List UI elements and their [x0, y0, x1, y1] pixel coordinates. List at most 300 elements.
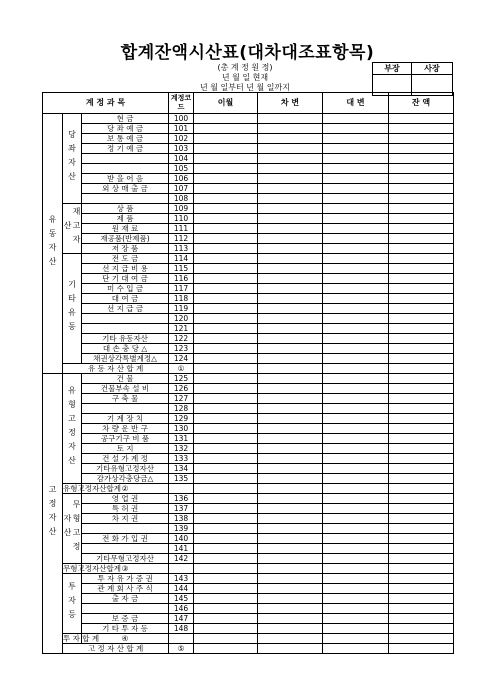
- account-name: [82, 324, 169, 334]
- credit-cell[interactable]: [323, 584, 389, 594]
- debit-cell[interactable]: [258, 124, 323, 134]
- account-code: 113: [169, 244, 194, 254]
- carryover-cell[interactable]: [194, 604, 258, 614]
- account-code: 115: [169, 264, 194, 274]
- balance-cell[interactable]: [389, 224, 454, 234]
- credit-cell[interactable]: [323, 504, 389, 514]
- carryover-header: 이월: [194, 93, 258, 114]
- balance-cell[interactable]: [389, 434, 454, 444]
- table-row: [43, 214, 454, 224]
- table-row: [43, 524, 454, 534]
- balance-cell[interactable]: [389, 514, 454, 524]
- carryover-cell[interactable]: [194, 214, 258, 224]
- table-row: [43, 324, 454, 334]
- credit-cell[interactable]: [323, 394, 389, 404]
- table-row: [43, 594, 454, 604]
- balance-cell[interactable]: [389, 614, 454, 624]
- carryover-cell[interactable]: [194, 384, 258, 394]
- account-code: 124: [169, 354, 194, 364]
- carryover-cell[interactable]: [194, 184, 258, 194]
- credit-cell[interactable]: [323, 414, 389, 424]
- debit-cell[interactable]: [258, 244, 323, 254]
- balance-cell[interactable]: [389, 594, 454, 604]
- balance-cell[interactable]: [389, 624, 454, 634]
- carryover-cell[interactable]: [194, 224, 258, 234]
- credit-cell[interactable]: [323, 344, 389, 354]
- account-name: 투 자 유 가 증 권: [82, 574, 169, 584]
- carryover-cell[interactable]: [194, 174, 258, 184]
- debit-cell[interactable]: [258, 224, 323, 234]
- balance-cell[interactable]: [389, 164, 454, 174]
- table-row: [43, 484, 454, 494]
- credit-cell[interactable]: [323, 364, 389, 374]
- carryover-cell[interactable]: [194, 374, 258, 384]
- carryover-cell[interactable]: [194, 264, 258, 274]
- debit-cell[interactable]: [258, 374, 323, 384]
- debit-cell[interactable]: [258, 344, 323, 354]
- table-row: [43, 384, 454, 394]
- carryover-cell[interactable]: [194, 614, 258, 624]
- account-code: 143: [169, 574, 194, 584]
- credit-cell[interactable]: [323, 574, 389, 584]
- account-total-name: 투 자 합 계: [63, 634, 100, 643]
- account-code: 142: [169, 554, 194, 564]
- balance-cell[interactable]: [389, 464, 454, 474]
- balance-cell[interactable]: [389, 284, 454, 294]
- debit-cell[interactable]: [258, 434, 323, 444]
- carryover-cell[interactable]: [194, 464, 258, 474]
- debit-cell[interactable]: [258, 574, 323, 584]
- account-name: 채권상각특별계정△: [82, 354, 169, 364]
- carryover-cell[interactable]: [194, 574, 258, 584]
- carryover-cell[interactable]: [194, 364, 258, 374]
- table-row: [43, 544, 454, 554]
- account-name: [82, 194, 169, 204]
- balance-cell[interactable]: [389, 534, 454, 544]
- debit-cell[interactable]: [194, 484, 258, 494]
- account-code: 123: [169, 344, 194, 354]
- carryover-cell[interactable]: [194, 154, 258, 164]
- debit-cell[interactable]: [258, 534, 323, 544]
- carryover-cell[interactable]: [194, 344, 258, 354]
- carryover-cell[interactable]: [194, 114, 258, 124]
- balance-cell[interactable]: [389, 384, 454, 394]
- balance-cell[interactable]: [389, 114, 454, 124]
- balance-cell[interactable]: [389, 574, 454, 584]
- credit-cell[interactable]: [323, 184, 389, 194]
- credit-cell[interactable]: [323, 554, 389, 564]
- table-row: [43, 414, 454, 424]
- table-row: [43, 444, 454, 454]
- table-row: [43, 464, 454, 474]
- debit-cell[interactable]: [258, 524, 323, 534]
- balance-cell[interactable]: [389, 174, 454, 184]
- balance-cell[interactable]: [389, 204, 454, 214]
- credit-cell[interactable]: [323, 544, 389, 554]
- debit-cell[interactable]: [258, 604, 323, 614]
- carryover-cell[interactable]: [169, 564, 194, 574]
- carryover-cell[interactable]: [194, 594, 258, 604]
- balance-cell[interactable]: [389, 444, 454, 454]
- credit-cell[interactable]: [323, 134, 389, 144]
- credit-cell[interactable]: [323, 494, 389, 504]
- balance-cell[interactable]: [389, 304, 454, 314]
- account-code: 141: [169, 544, 194, 554]
- credit-cell[interactable]: [323, 264, 389, 274]
- table-row: [43, 604, 454, 614]
- carryover-cell[interactable]: [194, 404, 258, 414]
- debit-cell[interactable]: [258, 164, 323, 174]
- balance-cell[interactable]: [389, 184, 454, 194]
- balance-cell[interactable]: [323, 484, 389, 494]
- credit-cell[interactable]: [323, 274, 389, 284]
- balance-cell[interactable]: [389, 274, 454, 284]
- debit-cell[interactable]: [258, 184, 323, 194]
- carryover-cell[interactable]: [194, 124, 258, 134]
- balance-cell[interactable]: [389, 494, 454, 504]
- debit-cell[interactable]: [258, 584, 323, 594]
- balance-cell[interactable]: [389, 394, 454, 404]
- debit-cell[interactable]: [258, 274, 323, 284]
- carryover-cell[interactable]: [194, 504, 258, 514]
- page-title: 합계잔액시산표(대차대조표항목): [120, 43, 375, 63]
- credit-cell[interactable]: [323, 384, 389, 394]
- carryover-cell[interactable]: [194, 254, 258, 264]
- credit-cell[interactable]: [323, 624, 389, 634]
- balance-cell[interactable]: [389, 584, 454, 594]
- carryover-cell[interactable]: [194, 204, 258, 214]
- debit-cell[interactable]: [258, 194, 323, 204]
- account-name: 차 지 권: [82, 514, 169, 524]
- balance-cell[interactable]: [389, 524, 454, 534]
- debit-cell[interactable]: [258, 284, 323, 294]
- credit-cell[interactable]: [323, 604, 389, 614]
- balance-cell[interactable]: [389, 324, 454, 334]
- balance-cell[interactable]: [389, 254, 454, 264]
- credit-cell[interactable]: [323, 534, 389, 544]
- debit-cell[interactable]: [258, 504, 323, 514]
- account-code: 139: [169, 524, 194, 534]
- credit-cell[interactable]: [323, 214, 389, 224]
- credit-cell[interactable]: [323, 234, 389, 244]
- carryover-cell[interactable]: [194, 414, 258, 424]
- balance-cell[interactable]: [323, 564, 389, 574]
- account-name: 미 수 입 금: [82, 284, 169, 294]
- balance-cell[interactable]: [389, 354, 454, 364]
- debit-cell[interactable]: [258, 554, 323, 564]
- debit-cell[interactable]: [258, 214, 323, 224]
- debit-cell[interactable]: [258, 394, 323, 404]
- carryover-cell[interactable]: [194, 554, 258, 564]
- carryover-cell[interactable]: [194, 424, 258, 434]
- credit-cell[interactable]: [323, 324, 389, 334]
- balance-cell[interactable]: [323, 634, 389, 644]
- debit-cell[interactable]: [258, 174, 323, 184]
- credit-cell[interactable]: [323, 354, 389, 364]
- credit-cell[interactable]: [323, 304, 389, 314]
- balance-cell[interactable]: [389, 264, 454, 274]
- debit-cell[interactable]: [258, 204, 323, 214]
- balance-cell[interactable]: [389, 454, 454, 464]
- table-row: [43, 164, 454, 174]
- balance-header: 잔 액: [389, 93, 454, 114]
- account-code: 138: [169, 514, 194, 524]
- debit-cell[interactable]: [258, 474, 323, 484]
- credit-cell[interactable]: [323, 424, 389, 434]
- carryover-cell[interactable]: [169, 634, 194, 644]
- credit-cell[interactable]: [323, 404, 389, 414]
- credit-cell[interactable]: [323, 444, 389, 454]
- credit-cell[interactable]: [323, 514, 389, 524]
- debit-cell[interactable]: [258, 594, 323, 604]
- credit-cell[interactable]: [258, 564, 323, 574]
- credit-cell[interactable]: [323, 454, 389, 464]
- carryover-cell[interactable]: [194, 284, 258, 294]
- credit-cell[interactable]: [323, 294, 389, 304]
- debit-cell[interactable]: [258, 464, 323, 474]
- balance-cell[interactable]: [389, 414, 454, 424]
- account-name: [82, 544, 169, 554]
- account-name: [82, 154, 169, 164]
- credit-cell[interactable]: [323, 614, 389, 624]
- account-code: ⑤: [169, 644, 194, 654]
- carryover-cell[interactable]: [194, 304, 258, 314]
- debit-cell[interactable]: [258, 544, 323, 554]
- table-row: [43, 174, 454, 184]
- debit-cell[interactable]: [258, 404, 323, 414]
- account-name: 공구기구 비 품: [82, 434, 169, 444]
- debit-cell[interactable]: [258, 114, 323, 124]
- account-name: 전 화 가 입 권: [82, 534, 169, 544]
- debit-cell[interactable]: [258, 414, 323, 424]
- debit-cell[interactable]: [258, 624, 323, 634]
- code-header: 계정코드: [169, 93, 194, 114]
- group-label-text: 기타유동: [67, 279, 77, 336]
- table-row: [43, 194, 454, 204]
- debit-cell[interactable]: [258, 644, 323, 654]
- account-code: 130: [169, 424, 194, 434]
- account-code: 132: [169, 444, 194, 454]
- credit-cell[interactable]: [323, 114, 389, 124]
- carryover-cell[interactable]: [194, 274, 258, 284]
- account-name: 보 통 예 금: [82, 134, 169, 144]
- account-name: [82, 404, 169, 414]
- balance-cell[interactable]: [389, 554, 454, 564]
- carryover-cell[interactable]: [194, 444, 258, 454]
- balance-cell[interactable]: [389, 234, 454, 244]
- debit-cell[interactable]: [258, 384, 323, 394]
- account-code: 134: [169, 464, 194, 474]
- balance-cell[interactable]: [389, 314, 454, 324]
- carryover-cell[interactable]: [194, 244, 258, 254]
- credit-cell[interactable]: [323, 434, 389, 444]
- carryover-cell[interactable]: [194, 314, 258, 324]
- balance-cell[interactable]: [389, 334, 454, 344]
- carryover-cell[interactable]: [194, 324, 258, 334]
- debit-cell[interactable]: [258, 424, 323, 434]
- table-row: [43, 554, 454, 564]
- table-header: [43, 93, 454, 114]
- table-row: [43, 294, 454, 304]
- carryover-cell[interactable]: [194, 644, 258, 654]
- debit-cell[interactable]: [258, 514, 323, 524]
- carryover-cell[interactable]: [194, 234, 258, 244]
- balance-cell[interactable]: [389, 604, 454, 614]
- group-label-tangible: [63, 374, 82, 484]
- account-code: 110: [169, 214, 194, 224]
- group-label-text: 고정자산: [48, 484, 57, 541]
- credit-cell[interactable]: [323, 254, 389, 264]
- trial-balance-table: [42, 92, 454, 654]
- account-name: 기타무형고정자산: [82, 554, 169, 564]
- credit-cell[interactable]: [323, 594, 389, 604]
- balance-cell[interactable]: [389, 154, 454, 164]
- account-code: 125: [169, 374, 194, 384]
- balance-cell[interactable]: [389, 474, 454, 484]
- table-row: [43, 134, 454, 144]
- credit-cell[interactable]: [323, 224, 389, 234]
- debit-cell[interactable]: [258, 154, 323, 164]
- carryover-cell[interactable]: [194, 454, 258, 464]
- balance-cell[interactable]: [389, 364, 454, 374]
- balance-cell[interactable]: [389, 544, 454, 554]
- balance-cell[interactable]: [389, 404, 454, 414]
- credit-cell[interactable]: [258, 634, 323, 644]
- carryover-cell[interactable]: [194, 134, 258, 144]
- debit-cell[interactable]: [258, 614, 323, 624]
- credit-cell[interactable]: [323, 154, 389, 164]
- carryover-cell[interactable]: [194, 624, 258, 634]
- debit-cell[interactable]: [258, 454, 323, 464]
- account-code: 104: [169, 154, 194, 164]
- carryover-cell[interactable]: [194, 494, 258, 504]
- table-row: [43, 254, 454, 264]
- account-code: 128: [169, 404, 194, 414]
- group-label-inventory: [63, 204, 82, 254]
- account-total-name: 유형고정자산합계: [63, 484, 121, 493]
- group-label-text: 유동자산: [48, 214, 57, 271]
- carryover-cell[interactable]: [169, 484, 194, 494]
- credit-cell[interactable]: [323, 194, 389, 204]
- balance-cell[interactable]: [389, 644, 454, 654]
- balance-cell[interactable]: [389, 344, 454, 354]
- debit-cell[interactable]: [258, 334, 323, 344]
- carryover-cell[interactable]: [194, 474, 258, 484]
- carryover-cell[interactable]: [194, 394, 258, 404]
- account-code: 102: [169, 134, 194, 144]
- balance-cell[interactable]: [389, 194, 454, 204]
- debit-cell[interactable]: [258, 314, 323, 324]
- as-of-date: 년 월 일 현재: [221, 73, 269, 82]
- debit-cell[interactable]: [258, 494, 323, 504]
- account-code: 108: [169, 194, 194, 204]
- debit-header: 차 변: [258, 93, 323, 114]
- carryover-cell[interactable]: [194, 194, 258, 204]
- carryover-cell[interactable]: [194, 334, 258, 344]
- debit-cell[interactable]: [258, 254, 323, 264]
- debit-cell[interactable]: [194, 564, 258, 574]
- carryover-cell[interactable]: [194, 354, 258, 364]
- debit-cell[interactable]: [258, 294, 323, 304]
- carryover-cell[interactable]: [194, 524, 258, 534]
- approval-label-president: 사장: [412, 63, 453, 75]
- account-code: 105: [169, 164, 194, 174]
- credit-cell[interactable]: [258, 484, 323, 494]
- debit-cell[interactable]: [258, 354, 323, 364]
- carryover-cell[interactable]: [194, 534, 258, 544]
- credit-cell[interactable]: [323, 474, 389, 484]
- carryover-cell[interactable]: [194, 514, 258, 524]
- debit-cell[interactable]: [258, 234, 323, 244]
- balance-cell[interactable]: [389, 214, 454, 224]
- credit-cell[interactable]: [323, 374, 389, 384]
- account-name: 당 좌 예 금: [82, 124, 169, 134]
- balance-cell[interactable]: [389, 424, 454, 434]
- debit-cell[interactable]: [258, 264, 323, 274]
- debit-cell[interactable]: [258, 324, 323, 334]
- balance-cell[interactable]: [389, 134, 454, 144]
- table-row: [43, 354, 454, 364]
- credit-cell[interactable]: [323, 334, 389, 344]
- credit-cell[interactable]: [323, 144, 389, 154]
- group-label-fixed-assets: [43, 374, 63, 654]
- table-row: [43, 274, 454, 284]
- carryover-cell[interactable]: [194, 584, 258, 594]
- account-name: 상 품: [82, 204, 169, 214]
- account-name: [82, 604, 169, 614]
- debit-cell[interactable]: [258, 364, 323, 374]
- account-header: 계 정 과 목: [43, 93, 169, 114]
- credit-cell[interactable]: [323, 524, 389, 534]
- credit-cell[interactable]: [323, 124, 389, 134]
- credit-cell[interactable]: [323, 164, 389, 174]
- table-row: [43, 364, 454, 374]
- table-row: [43, 304, 454, 314]
- credit-cell[interactable]: [323, 244, 389, 254]
- carryover-cell[interactable]: [194, 144, 258, 154]
- balance-cell[interactable]: [389, 504, 454, 514]
- balance-cell[interactable]: [389, 374, 454, 384]
- debit-cell[interactable]: [258, 144, 323, 154]
- account-name: 감가상각충당금△: [82, 474, 169, 484]
- credit-cell[interactable]: [323, 284, 389, 294]
- credit-cell[interactable]: [323, 174, 389, 184]
- balance-cell[interactable]: [389, 124, 454, 134]
- credit-cell[interactable]: [323, 314, 389, 324]
- debit-cell[interactable]: [258, 304, 323, 314]
- account-name: 관 계 회 사 주 식: [82, 584, 169, 594]
- carryover-cell[interactable]: [194, 294, 258, 304]
- balance-cell[interactable]: [389, 294, 454, 304]
- debit-cell[interactable]: [258, 444, 323, 454]
- balance-cell[interactable]: [389, 144, 454, 154]
- balance-cell[interactable]: [389, 244, 454, 254]
- carryover-cell[interactable]: [194, 544, 258, 554]
- group-label-text: 유형고정자산: [67, 385, 77, 470]
- debit-cell[interactable]: [194, 634, 258, 644]
- group-label-text: 당좌자산: [67, 129, 77, 186]
- debit-cell[interactable]: [258, 134, 323, 144]
- account-name: [82, 524, 169, 534]
- carryover-cell[interactable]: [194, 434, 258, 444]
- credit-cell[interactable]: [323, 464, 389, 474]
- credit-cell[interactable]: [323, 204, 389, 214]
- credit-cell[interactable]: [323, 644, 389, 654]
- account-name: 대 여 금: [82, 294, 169, 304]
- table-row: [43, 344, 454, 354]
- carryover-cell[interactable]: [194, 164, 258, 174]
- table-row: [43, 534, 454, 544]
